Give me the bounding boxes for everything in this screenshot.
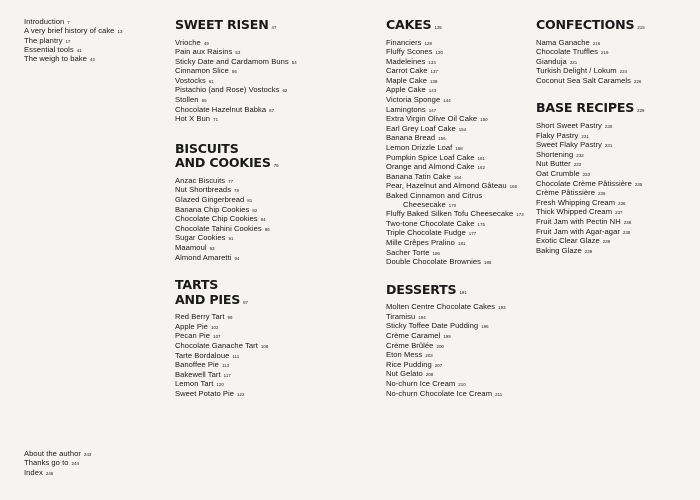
entry-page-number: 208: [425, 372, 434, 378]
entry-page-number: 221: [569, 59, 578, 65]
entry-page-number: 113: [221, 363, 230, 369]
entry-page-number: 43: [89, 57, 95, 63]
entry-title: No-churn Chocolate Ice Cream: [386, 388, 493, 398]
contents-entry[interactable]: [24, 469, 154, 478]
contents-entry[interactable]: [386, 258, 536, 268]
entry-page-number: 67: [269, 107, 275, 113]
entry-page-number: 138: [430, 78, 438, 84]
entry-page-number: 235: [634, 181, 643, 187]
entry-page-number: 194: [418, 314, 426, 320]
entry-title: Banana Chip Cookies: [175, 204, 250, 214]
entry-title: Fruit Jam with Agar-agar: [536, 226, 620, 236]
entry-page-number: 150: [480, 117, 488, 123]
entry-page-number: 199: [443, 334, 451, 340]
entry-page-number: 244: [71, 461, 79, 467]
entry-title: Maamoul: [175, 243, 207, 252]
entry-title: Sacher Torte: [386, 247, 430, 257]
entry-page-number: 84: [260, 217, 266, 223]
entry-page-number: 61: [208, 78, 214, 84]
entry-title: Chocolate Hazelnut Babka: [175, 104, 267, 114]
entry-page-number: 13: [117, 29, 123, 35]
entry-title: Index: [24, 467, 43, 477]
entry-page-number: 62: [282, 88, 288, 94]
entry-title: No-churn Ice Cream: [386, 379, 456, 388]
entry-title: Pain aux Raisins: [175, 47, 233, 57]
entry-title: Nut Butter: [536, 159, 571, 169]
contents-entry[interactable]: [24, 459, 154, 468]
entry-title: The plantry: [24, 35, 63, 45]
entry-page-number: 108: [260, 343, 269, 349]
entry-title: Fresh Whipping Cream: [536, 197, 616, 207]
contents-entry[interactable]: [175, 86, 375, 96]
entry-page-number: 233: [573, 162, 582, 168]
entry-page-number: 122: [237, 391, 245, 397]
entry-title: Oat Crumble: [536, 168, 580, 178]
entry-title: Chocolate Chip Cookies: [175, 214, 258, 224]
section-page: 191: [459, 289, 467, 295]
entry-page-number: 237: [615, 210, 623, 216]
section-heading[interactable]: [175, 142, 375, 174]
entry-page-number: 239: [602, 239, 611, 245]
contents-column-1: [175, 18, 375, 400]
section-heading[interactable]: [536, 101, 700, 119]
entry-page-number: 207: [434, 362, 443, 368]
entry-page-number: 231: [604, 143, 613, 149]
entry-title: Pumpkin Spice Loaf Cake: [386, 152, 475, 162]
entry-title: Sticky Toffee Date Pudding: [386, 321, 479, 331]
entry-title: Triple Chocolate Fudge: [386, 228, 466, 238]
entry-page-number: 94: [234, 255, 240, 261]
entry-page-number: 186: [432, 250, 440, 256]
entry-title: Exotic Clear Glaze: [536, 236, 600, 246]
entry-title: Cinnamon Slice: [175, 66, 229, 76]
section-page: 215: [637, 25, 645, 30]
section-title-line-1: TARTS: [175, 277, 219, 293]
entry-page-number: 210: [458, 382, 466, 387]
entry-page-number: 53: [235, 50, 241, 56]
entry-title: Extra Virgin Olive Oil Cake: [386, 114, 478, 124]
entry-title: Fluffy Baked Silken Tofu Cheesecake: [386, 209, 514, 219]
contents-entry[interactable]: [536, 247, 700, 257]
entry-page-number: 232: [576, 152, 584, 158]
entry-page-number: 86: [264, 226, 270, 232]
entry-title: Pear, Hazelnut and Almond Gâteau: [386, 181, 507, 191]
section-heading[interactable]: [175, 278, 375, 310]
entry-page-number: 7: [67, 20, 70, 25]
entry-title: Turkish Delight / Lokum: [536, 66, 617, 76]
entry-title: Apple Cake: [386, 85, 426, 95]
entry-page-number: 120: [216, 382, 224, 388]
entry-title: Nut Shortbreads: [175, 185, 232, 195]
entry-title: Pistachio (and Rose) Vostocks: [175, 85, 280, 95]
section-page: 229: [637, 108, 645, 114]
entry-title: Sweet Flaky Pastry: [536, 140, 602, 150]
entry-title: Banoffee Pie: [175, 360, 219, 370]
entry-page-number: 219: [600, 50, 609, 56]
section-title: SWEET RISEN: [175, 17, 269, 32]
entry-title: Crème Brûlée: [386, 340, 434, 350]
entry-title: Rice Pudding: [386, 359, 432, 369]
entry-title: Shortening: [536, 149, 574, 159]
recipe-list: [175, 177, 375, 263]
entry-title: The weigh to bake: [24, 54, 87, 64]
entry-title: Double Chocolate Brownies: [386, 257, 481, 267]
entry-page-number: 77: [228, 178, 234, 184]
entry-title: Bakewell Tart: [175, 369, 221, 379]
section-heading[interactable]: [175, 18, 375, 36]
entry-title: A very brief history of cake: [24, 26, 115, 36]
entry-page-number: 233: [582, 171, 591, 177]
entry-title: Banana Bread: [386, 133, 436, 143]
entry-title: Short Sweet Pastry: [536, 120, 602, 130]
entry-title: Nut Gelato: [386, 369, 423, 379]
entry-page-number: 54: [291, 59, 297, 65]
entry-page-number: 226: [633, 78, 642, 84]
entry-page-number: 117: [223, 372, 231, 378]
entry-page-number: 82: [252, 207, 258, 213]
entry-page-number: 147: [428, 107, 437, 113]
section-cakes: [386, 18, 536, 268]
entry-page-number: 130: [435, 50, 444, 56]
entry-page-number: 143: [428, 88, 437, 94]
contents-column-3: [536, 18, 700, 256]
section-heading[interactable]: [386, 18, 536, 36]
entry-title: Apple Pie: [175, 321, 208, 331]
entry-page-number: 235: [598, 191, 606, 197]
entry-title: Stollen: [175, 95, 199, 105]
entry-title: Tiramisu: [386, 311, 416, 321]
section-title: CONFECTIONS: [536, 17, 635, 32]
entry-title: Two-tone Chocolate Cake: [386, 218, 475, 228]
recipe-list: [536, 39, 700, 87]
entry-title: Sugar Cookies: [175, 233, 226, 243]
entry-title: Almond Amaretti: [175, 252, 232, 262]
entry-title: Molten Centre Chocolate Cakes: [386, 302, 496, 312]
entry-title: Victoria Sponge: [386, 95, 441, 105]
entry-page-number: 243: [83, 452, 92, 457]
entry-title: Coconut Sea Salt Caramels: [536, 75, 631, 85]
entry-page-number: 49: [203, 40, 209, 46]
entry-title: Baking Glaze: [536, 245, 582, 255]
entry-title: Lamingtons: [386, 104, 426, 114]
entry-title: Vostocks: [175, 75, 206, 85]
contents-entry[interactable]: [175, 115, 375, 125]
entry-page-number: 181: [457, 240, 466, 246]
entry-title: Flaky Pastry: [536, 130, 579, 140]
entry-page-number: 200: [436, 343, 444, 349]
entry-page-number: 111: [232, 353, 240, 359]
recipe-list: [386, 39, 536, 268]
entry-page-number: 239: [584, 248, 593, 254]
entry-title: Tarte Bordaloue: [175, 350, 230, 360]
entry-title: About the author: [24, 449, 81, 458]
entry-page-number: 161: [477, 155, 486, 161]
entry-title: Banana Tatin Cake: [386, 171, 451, 181]
entry-title: Chocolate Tahini Cookies: [175, 223, 262, 233]
recipe-list: [175, 313, 375, 399]
section-title: DESSERTS: [386, 281, 457, 297]
entry-title: Lemon Drizzle Loaf: [386, 143, 453, 153]
entry-page-number: 216: [592, 40, 601, 46]
entry-title: Fruit Jam with Pectin NH: [536, 216, 621, 226]
entry-page-number: 203: [425, 353, 433, 359]
entry-page-number: 65: [201, 98, 207, 104]
entry-title: Introduction: [24, 17, 65, 26]
entry-title: Orange and Almond Cake: [386, 162, 475, 172]
entry-title: Cheesecake: [403, 199, 446, 209]
entry-title: Pecan Pie: [175, 331, 211, 341]
entry-title: Financiers: [386, 37, 422, 47]
entry-title: Essential tools: [24, 44, 74, 54]
entry-title: Baked Cinnamon and Citrus: [386, 191, 483, 200]
entry-title: Hot X Bun: [175, 114, 211, 124]
entry-page-number: 175: [477, 221, 486, 227]
contents-entry[interactable]: [24, 55, 154, 64]
entry-page-number: 193: [498, 305, 506, 311]
section-base-recipes: [536, 101, 700, 256]
entry-page-number: 162: [477, 165, 485, 171]
entry-page-number: 196: [481, 324, 489, 330]
entry-title: Crème Pâtissière: [536, 188, 596, 198]
contents-entry[interactable]: [175, 390, 375, 400]
entry-title: Thick Whipped Cream: [536, 207, 613, 217]
entry-title: Fluffy Scones: [386, 47, 433, 57]
contents-entry[interactable]: [386, 390, 536, 400]
section-page: 47: [271, 25, 277, 30]
entry-page-number: 238: [622, 229, 631, 235]
entry-title: Crème Caramel: [386, 331, 441, 341]
section-confections: [536, 18, 700, 86]
entry-title: Eton Mess: [386, 350, 423, 360]
entry-page-number: 211: [495, 391, 503, 397]
section-title: CAKES: [386, 17, 432, 32]
entry-page-number: 71: [213, 117, 219, 123]
entry-title: Anzac Biscuits: [175, 175, 226, 185]
back-matter-list: [24, 450, 154, 478]
entry-page-number: 177: [468, 231, 477, 237]
section-title: BASE RECIPES: [536, 100, 635, 116]
entry-page-number: 154: [458, 126, 467, 132]
entry-page-number: 93: [209, 246, 215, 251]
entry-page-number: 164: [453, 174, 462, 180]
entry-page-number: 238: [623, 219, 632, 225]
entry-title: Red Berry Tart: [175, 312, 225, 322]
entry-page-number: 137: [430, 69, 438, 75]
section-title-line-1: BISCUITS: [175, 140, 239, 156]
entry-page-number: 78: [234, 188, 240, 194]
section-heading[interactable]: [536, 18, 700, 36]
entry-title: Chocolate Truffles: [536, 47, 598, 57]
entry-title: Madeleines: [386, 56, 426, 66]
section-page: 125: [434, 25, 442, 30]
recipe-list: [386, 303, 536, 399]
contents-entry[interactable]: [536, 77, 700, 87]
entry-page-number: 134: [428, 59, 436, 65]
section-tarts-and-pies: [175, 278, 375, 399]
entry-title: Maple Cake: [386, 75, 428, 85]
entry-page-number: 224: [619, 69, 628, 75]
entry-page-number: 231: [581, 133, 589, 139]
entry-page-number: 173: [516, 212, 524, 218]
entry-title: Chocolate Crème Pâtissière: [536, 178, 632, 188]
entry-title: Chocolate Ganache Tart: [175, 340, 258, 350]
entry-page-number: 170: [448, 202, 457, 208]
entry-page-number: 102: [210, 324, 219, 330]
entry-title: Thanks go to: [24, 458, 69, 468]
entry-page-number: 107: [213, 334, 221, 340]
entry-title: Earl Grey Loaf Cake: [386, 123, 456, 133]
entry-page-number: 236: [618, 200, 626, 206]
entry-title: Lemon Tart: [175, 379, 214, 389]
front-matter-list: [24, 18, 154, 64]
entry-title: Nama Ganache: [536, 37, 590, 47]
entry-title: Glazed Gingerbread: [175, 195, 245, 205]
section-sweet-risen: [175, 18, 375, 125]
section-title-line-2: AND PIES: [175, 291, 241, 307]
section-page: 97: [243, 299, 249, 305]
entry-page-number: 81: [247, 198, 253, 204]
section-desserts: [386, 283, 536, 399]
entry-title: Sweet Potato Pie: [175, 388, 235, 398]
entry-page-number: 156: [438, 136, 446, 142]
contents-column-2: [386, 18, 536, 399]
section-heading[interactable]: [386, 283, 536, 301]
entry-title: Vrioche: [175, 37, 201, 47]
entry-page-number: 128: [424, 40, 433, 46]
section-biscuits-and-cookies: [175, 142, 375, 263]
recipe-list: [536, 122, 700, 256]
entry-title: Gianduja: [536, 56, 567, 66]
entry-page-number: 188: [483, 260, 492, 266]
entry-page-number: 91: [228, 236, 234, 242]
entry-title: Sticky Date and Cardamom Buns: [175, 56, 289, 66]
entry-page-number: 56: [231, 69, 237, 75]
contents-entry[interactable]: [175, 254, 375, 264]
entry-title: Mille Crêpes Pralino: [386, 237, 455, 247]
entry-page-number: 246: [45, 470, 54, 476]
entry-page-number: 230: [604, 123, 613, 129]
entry-page-number: 41: [76, 47, 82, 53]
entry-page-number: 99: [227, 315, 233, 321]
section-page: 75: [273, 163, 279, 169]
entry-page-number: 158: [455, 146, 463, 152]
entry-page-number: 144: [443, 98, 451, 104]
entry-title: Carrot Cake: [386, 66, 428, 76]
entry-page-number: 17: [65, 38, 71, 44]
recipe-list: [175, 39, 375, 125]
section-title-line-2: AND COOKIES: [175, 155, 271, 171]
entry-page-number: 166: [509, 184, 518, 190]
